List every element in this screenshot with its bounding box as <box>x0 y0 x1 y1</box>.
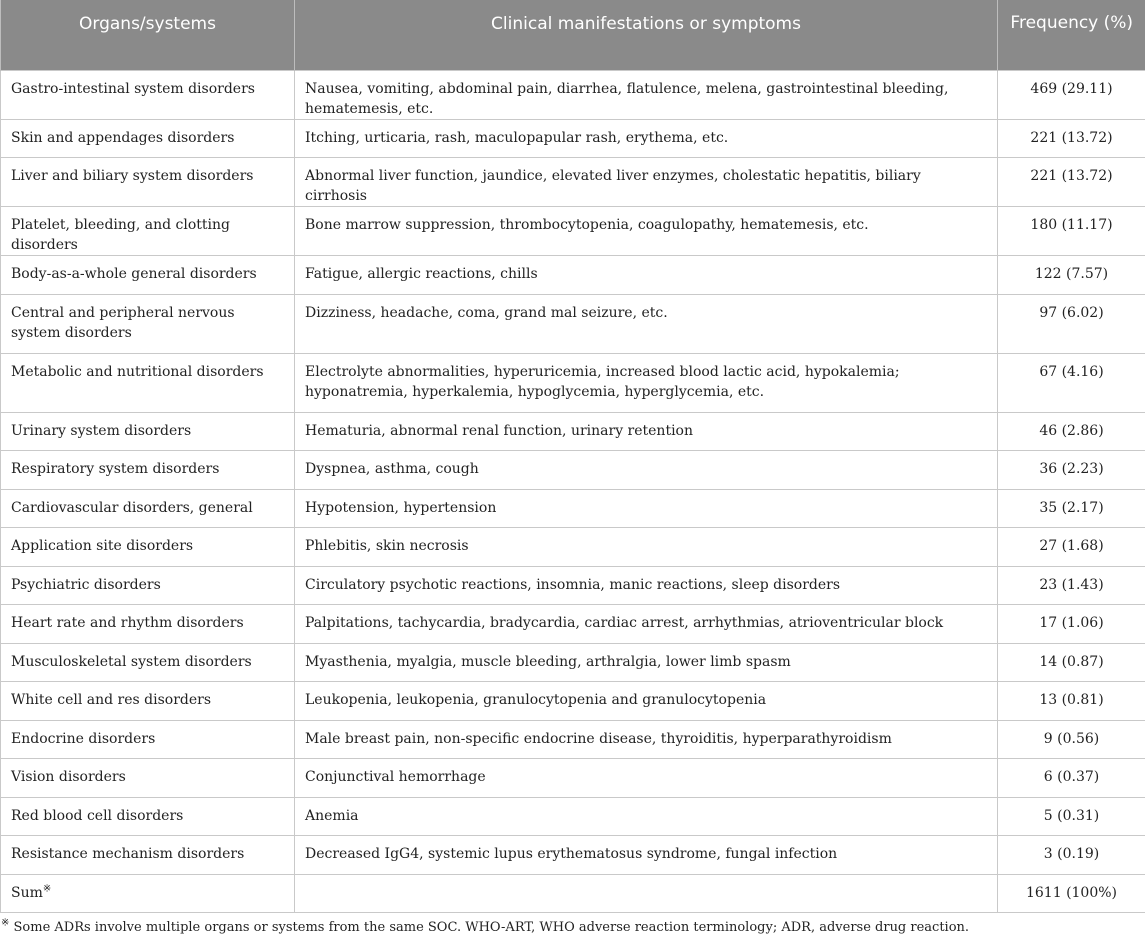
footnote-mark: ※ <box>1 918 9 929</box>
frequency-cell: 14 (0.87) <box>998 643 1145 682</box>
frequency-cell: 180 (11.17) <box>998 207 1145 256</box>
table-footnote <box>0 913 1145 937</box>
table-row <box>1 294 1145 353</box>
header-clinical-manifestations: Clinical manifestations or symptoms <box>295 0 998 70</box>
frequency-cell: 17 (1.06) <box>998 605 1145 644</box>
table-body <box>1 70 1145 913</box>
frequency-cell: 36 (2.23) <box>998 451 1145 490</box>
organ-cell: Heart rate and rhythm disorders <box>1 605 295 644</box>
frequency-cell: 35 (2.17) <box>998 489 1145 528</box>
frequency-cell: 221 (13.72) <box>998 119 1145 158</box>
organ-cell: Gastro-intestinal system disorders <box>1 70 295 119</box>
table-row <box>1 605 1145 644</box>
organ-cell: Respiratory system disorders <box>1 451 295 490</box>
sum-manifestations-cell <box>295 874 998 913</box>
frequency-cell: 3 (0.19) <box>998 836 1145 875</box>
table-row <box>1 682 1145 721</box>
manifestations-cell: Dyspnea, asthma, cough <box>295 451 998 490</box>
frequency-cell: 27 (1.68) <box>998 528 1145 567</box>
organ-cell: Urinary system disorders <box>1 412 295 451</box>
table-row <box>1 528 1145 567</box>
manifestations-cell: Hypotension, hypertension <box>295 489 998 528</box>
manifestations-cell: Circulatory psychotic reactions, insomnia, manic reactions, sleep disorders <box>295 566 998 605</box>
manifestations-cell: Abnormal liver function, jaundice, elevated liver enzymes, cholestatic hepatitis, biliary cirrhosis <box>295 158 998 207</box>
table-row <box>1 412 1145 451</box>
manifestations-cell: Dizziness, headache, coma, grand mal seizure, etc. <box>295 294 998 353</box>
table-row <box>1 256 1145 295</box>
table-row <box>1 489 1145 528</box>
sum-label: Sum <box>11 885 43 901</box>
frequency-cell: 221 (13.72) <box>998 158 1145 207</box>
frequency-cell: 46 (2.86) <box>998 412 1145 451</box>
manifestations-cell: Decreased IgG4, systemic lupus erythematosus syndrome, fungal infection <box>295 836 998 875</box>
manifestations-cell: Hematuria, abnormal renal function, urinary retention <box>295 412 998 451</box>
header-organs-systems: Organs/systems <box>1 0 295 70</box>
table-header <box>1 0 1145 70</box>
organ-cell: Platelet, bleeding, and clotting disorders <box>1 207 295 256</box>
table-row <box>1 70 1145 119</box>
header-frequency: Frequency (%) <box>998 0 1145 70</box>
table-row <box>1 353 1145 412</box>
organ-cell: Psychiatric disorders <box>1 566 295 605</box>
manifestations-cell: Male breast pain, non-specific endocrine disease, thyroiditis, hyperparathyroidism <box>295 720 998 759</box>
manifestations-cell: Phlebitis, skin necrosis <box>295 528 998 567</box>
frequency-cell: 23 (1.43) <box>998 566 1145 605</box>
organ-cell: Endocrine disorders <box>1 720 295 759</box>
organ-cell: Red blood cell disorders <box>1 797 295 836</box>
organ-cell: Liver and biliary system disorders <box>1 158 295 207</box>
table-row <box>1 797 1145 836</box>
manifestations-cell: Anemia <box>295 797 998 836</box>
organ-cell: Metabolic and nutritional disorders <box>1 353 295 412</box>
frequency-cell: 97 (6.02) <box>998 294 1145 353</box>
manifestations-cell: Myasthenia, myalgia, muscle bleeding, arthralgia, lower limb spasm <box>295 643 998 682</box>
frequency-cell: 13 (0.81) <box>998 682 1145 721</box>
footnote-text: Some ADRs involve multiple organs or systems from the same SOC. WHO-ART, WHO adverse reaction terminology; ADR, adverse drug reaction. <box>9 920 969 935</box>
manifestations-cell: Leukopenia, leukopenia, granulocytopenia and granulocytopenia <box>295 682 998 721</box>
organ-cell: Vision disorders <box>1 759 295 798</box>
manifestations-cell: Fatigue, allergic reactions, chills <box>295 256 998 295</box>
frequency-cell: 122 (7.57) <box>998 256 1145 295</box>
sum-frequency-cell: 1611 (100%) <box>998 874 1145 913</box>
frequency-cell: 67 (4.16) <box>998 353 1145 412</box>
manifestations-cell: Itching, urticaria, rash, maculopapular rash, erythema, etc. <box>295 119 998 158</box>
manifestations-cell: Palpitations, tachycardia, bradycardia, cardiac arrest, arrhythmias, atrioventricular block <box>295 605 998 644</box>
manifestations-cell: Conjunctival hemorrhage <box>295 759 998 798</box>
organ-cell: Musculoskeletal system disorders <box>1 643 295 682</box>
table-row <box>1 119 1145 158</box>
frequency-cell: 6 (0.37) <box>998 759 1145 798</box>
organ-cell: Body-as-a-whole general disorders <box>1 256 295 295</box>
organ-cell: Cardiovascular disorders, general <box>1 489 295 528</box>
frequency-cell: 9 (0.56) <box>998 720 1145 759</box>
organ-cell: Resistance mechanism disorders <box>1 836 295 875</box>
table-row <box>1 759 1145 798</box>
table-row <box>1 566 1145 605</box>
manifestations-cell: Nausea, vomiting, abdominal pain, diarrhea, flatulence, melena, gastrointestinal bleeding, hematemesis, etc. <box>295 70 998 119</box>
table-row <box>1 207 1145 256</box>
sum-row <box>1 874 1145 913</box>
sum-label-cell <box>1 874 295 913</box>
table-row <box>1 643 1145 682</box>
table-row <box>1 836 1145 875</box>
sum-footnote-mark: ※ <box>43 883 51 894</box>
organ-cell: Central and peripheral nervous system disorders <box>1 294 295 353</box>
table-row <box>1 720 1145 759</box>
frequency-cell: 5 (0.31) <box>998 797 1145 836</box>
table-row <box>1 451 1145 490</box>
table-row <box>1 158 1145 207</box>
organ-cell: Skin and appendages disorders <box>1 119 295 158</box>
header-row <box>1 0 1145 70</box>
organ-cell: White cell and res disorders <box>1 682 295 721</box>
frequency-cell: 469 (29.11) <box>998 70 1145 119</box>
manifestations-cell: Bone marrow suppression, thrombocytopenia, coagulopathy, hematemesis, etc. <box>295 207 998 256</box>
manifestations-cell: Electrolyte abnormalities, hyperuricemia, increased blood lactic acid, hypokalemia; hyponatremia, hyperkalemia, hypoglycemia, hyperglycemia, etc. <box>295 353 998 412</box>
organ-cell: Application site disorders <box>1 528 295 567</box>
